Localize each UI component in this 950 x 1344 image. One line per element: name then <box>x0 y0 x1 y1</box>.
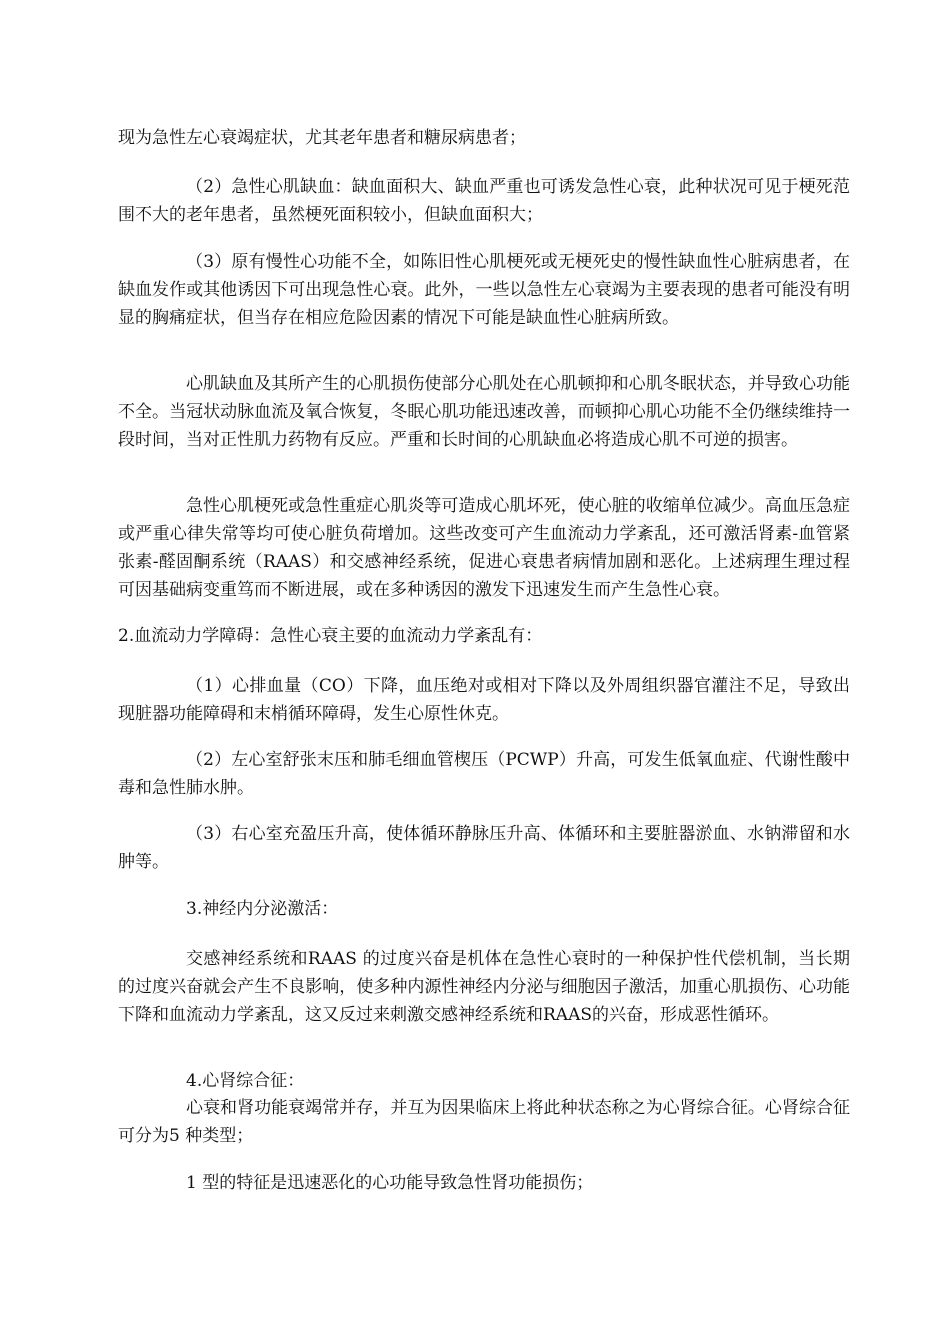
section-heading: 2.血流动力学障碍：急性心衰主要的血流动力学紊乱有： <box>118 626 543 646</box>
paragraph: （2）急性心肌缺血：缺血面积大、缺血严重也可诱发急性心衰，此种状况可见于梗死范围不大的老年患者，虽然梗死面积较小，但缺血面积大； <box>118 177 850 225</box>
paragraph: （3）原有慢性心功能不全，如陈旧性心肌梗死或无梗死史的慢性缺血性心脏病患者，在缺血发作或其他诱因下可出现急性心衰。此外，一些以急性左心衰竭为主要表现的患者可能没有明显的胸痛症状，但当存在相应危险因素的情况下可能是缺血性心脏病所致。 <box>118 252 850 328</box>
paragraph: 交感神经系统和RAAS 的过度兴奋是机体在急性心衰时的一种保护性代偿机制，当长期的过度兴奋就会产生不良影响，使多种内源性神经内分泌与细胞因子激活，加重心肌损伤、心功能下降和血流动力学紊乱，这又反过来刺激交感神经系统和RAAS的兴奋，形成恶性循环。 <box>118 949 850 1025</box>
paragraph: 现为急性左心衰竭症状，尤其老年患者和糖尿病患者； <box>118 128 526 148</box>
paragraph: 急性心肌梗死或急性重症心肌炎等可造成心肌坏死，使心脏的收缩单位减少。高血压急症或严重心律失常等均可使心脏负荷增加。这些改变可产生血流动力学紊乱，还可激活肾素-血管紧张素-醛固酮系统（RAAS）和交感神经系统，促进心衰患者病情加剧和恶化。上述病理生理过程可因基础病变重笃而不断进展，或在多种诱因的激发下迅速发生而产生急性心衰。 <box>118 496 850 600</box>
paragraph: 1 型的特征是迅速恶化的心功能导致急性肾功能损伤； <box>186 1173 594 1193</box>
paragraph: （1）心排血量（CO）下降，血压绝对或相对下降以及外周组织器官灌注不足，导致出现脏器功能障碍和末梢循环障碍，发生心原性休克。 <box>118 676 850 724</box>
paragraph: 心肌缺血及其所产生的心肌损伤使部分心肌处在心肌顿抑和心肌冬眠状态，并导致心功能不全。当冠状动脉血流及氧合恢复，冬眠心肌功能迅速改善，而顿抑心肌心功能不全仍继续维持一段时间，当对正性肌力药物有反应。严重和长时间的心肌缺血必将造成心肌不可逆的损害。 <box>118 374 850 450</box>
paragraph: （3）右心室充盈压升高，使体循环静脉压升高、体循环和主要脏器淤血、水钠滞留和水肿等。 <box>118 824 850 872</box>
paragraph: 心衰和肾功能衰竭常并存，并互为因果临床上将此种状态称之为心肾综合征。心肾综合征可分为5 种类型； <box>118 1098 850 1146</box>
section-heading: 3.神经内分泌激活： <box>186 899 339 919</box>
paragraph: （2）左心室舒张末压和肺毛细血管楔压（PCWP）升高，可发生低氧血症、代谢性酸中毒和急性肺水肿。 <box>118 750 850 798</box>
section-heading: 4.心肾综合征： <box>186 1071 305 1091</box>
